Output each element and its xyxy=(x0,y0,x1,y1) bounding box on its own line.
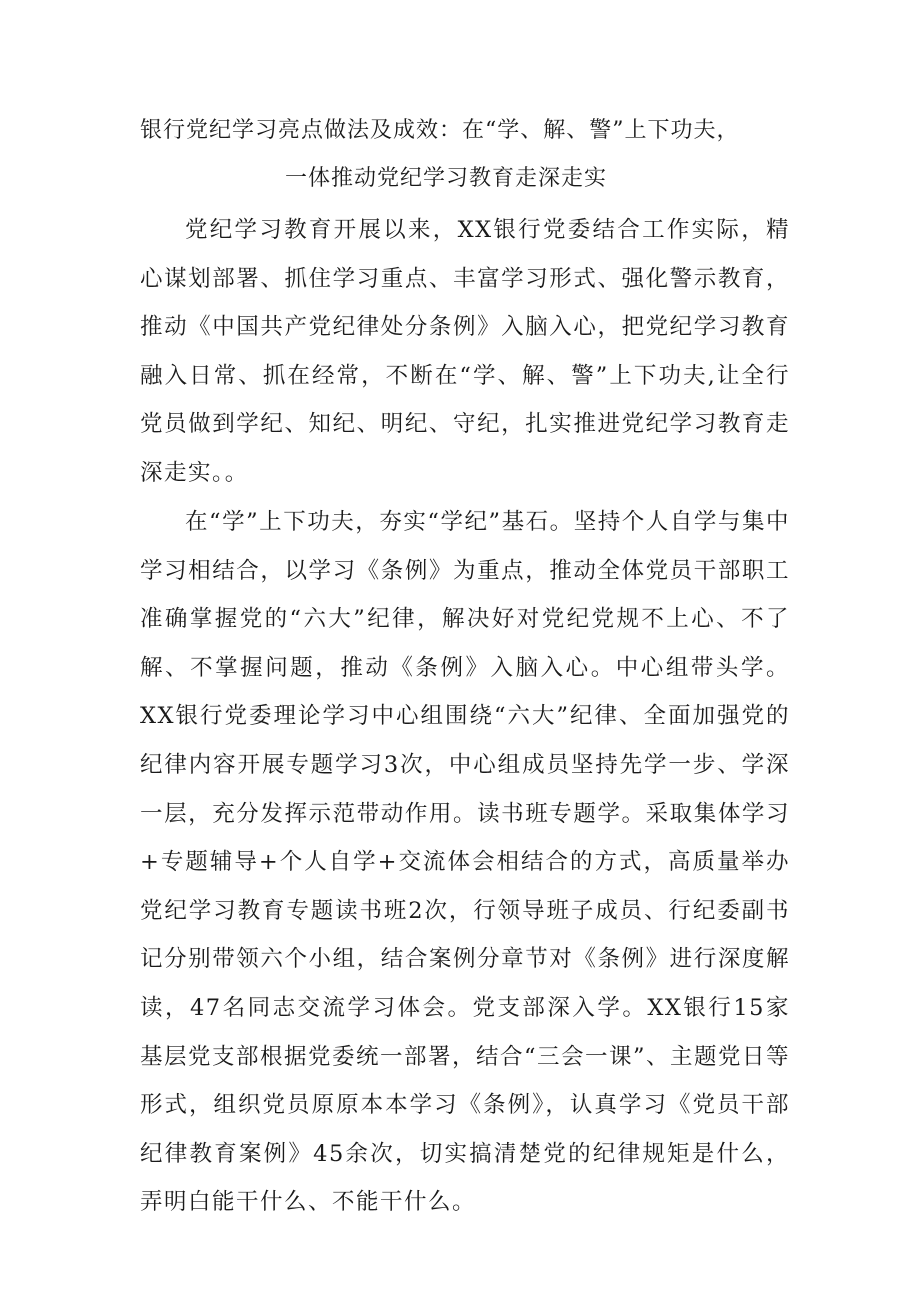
paragraph-intro: 党纪学习教育开展以来，XX银行党委结合工作实际，精心谋划部署、抓住学习重点、丰富学习形式、强化警示教育，推动《中国共产党纪律处分条例》入脑入心，把党纪学习教育融入日常、抓在经常，不断在“学、解、警”上下功夫,让全行党员做到学纪、知纪、明纪、守纪，扎实推进党纪学习教育走深走实。。 xyxy=(140,217,790,486)
document-title-line-2: 一体推动党纪学习教育走深走实 xyxy=(285,166,608,191)
paragraph-study: 在“学”上下功夫，夯实“学纪”基石。坚持个人自学与集中学习相结合，以学习《条例》为重点，推动全体党员干部职工准确掌握党的“六大”纪律，解决好对党纪党规不上心、不了解、不掌握问题，推动《条例》入脑入心。中心组带头学。XX银行党委理论学习中心组围绕“六大”纪律、全面加强党的纪律内容开展专题学习3次，中心组成员坚持先学一步、学深一层，充分发挥示范带动作用。读书班专题学。采取集体学习+专题辅导+个人自学+交流体会相结合的方式，高质量举办党纪学习教育专题读书班2次，行领导班子成员、行纪委副书记分别带领六个小组，结合案例分章节对《条例》进行深度解读，47名同志交流学习体会。党支部深入学。XX银行15家基层党支部根据党委统一部署，结合“三会一课”、主题党日等形式，组织党员原原本本学习《条例》，认真学习《党员干部纪律教育案例》45余次，切实搞清楚党的纪律规矩是什么，弄明白能干什么、不能干什么。 xyxy=(140,509,791,1216)
document-title-line-1: 银行党纪学习亮点做法及成效：在“学、解、警”上下功夫， xyxy=(140,118,740,143)
